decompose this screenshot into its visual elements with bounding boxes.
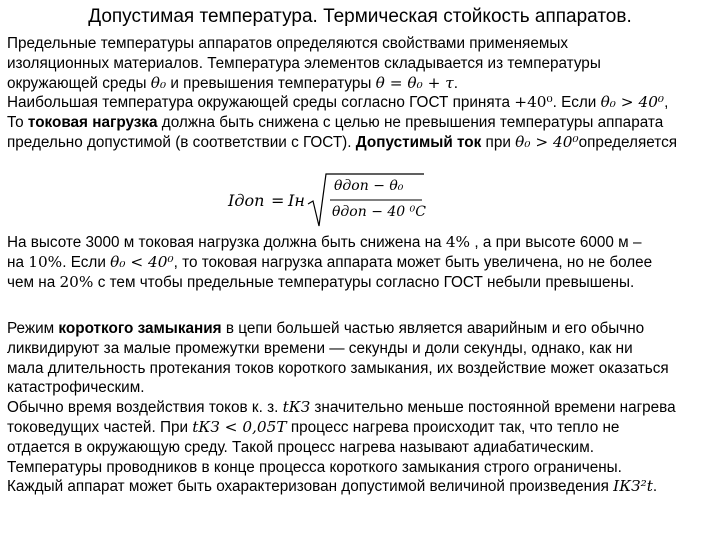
p1-line-1: Предельные температуры аппаратов определяются свойствами применяемых <box>7 35 569 52</box>
p2-line-2 <box>7 253 715 273</box>
p1-line-4 <box>7 93 715 113</box>
percent-value: 4% <box>445 233 471 251</box>
bold-term-allowed-current: Допустимый ток <box>355 133 482 151</box>
paragraph-altitude-derating <box>7 233 715 292</box>
p1-text: определяется <box>578 133 678 151</box>
bold-term-short-circuit: короткого замыкания <box>58 320 222 337</box>
short-circuit-time-symbol: tКЗ <box>282 398 311 417</box>
p3-text: значительно меньше постоянной времени нагрева <box>310 399 676 417</box>
formula-denominator: θдоп − 40 ⁰С <box>332 204 426 220</box>
p2-text: На высоте 3000 м токовая нагрузка должна быть снижена на <box>7 234 446 251</box>
p1-line-3 <box>7 74 715 94</box>
p1-text: . <box>453 74 459 92</box>
p2-text: . Если <box>62 253 111 271</box>
i2t-product: IКЗ²t <box>613 477 653 496</box>
p2-text: с тем чтобы предельные температуры согласно ГОСТ небыли превышены. <box>93 273 635 291</box>
p1-text: предельно допустимой (в соответствии с ГОСТ). <box>7 133 356 151</box>
p3-line-6 <box>7 418 715 438</box>
p2-line-1 <box>7 233 715 253</box>
p3-line-8: Температуры проводников в конце процесса короткого замыкания строго ограничены. <box>7 458 622 476</box>
p3-line-9 <box>7 477 715 497</box>
p3-text: Каждый аппарат может быть охарактеризован допустимой величиной произведения <box>7 478 614 496</box>
p1-text: То <box>7 114 28 132</box>
p2-text: , а при высоте 6000 м – <box>470 234 642 251</box>
p1-text: должна быть снижена с целью не превышения температуры аппарата <box>157 114 664 132</box>
p1-line-5 <box>7 113 715 133</box>
p3-line-7: отдается в окружающую среду. Такой процесс нагрева называют адиабатическим. <box>7 438 594 456</box>
formula-nominal-current: Iн <box>288 191 305 210</box>
p1-text: окружающей среды <box>7 74 151 92</box>
p3-text: Обычно время воздействия токов к. з. <box>7 399 283 417</box>
p2-text: , то токовая нагрузка аппарата может быть увеличена, но не более <box>173 253 653 271</box>
p3-text: токоведущих частей. При <box>7 418 193 436</box>
formula-numerator: θдоп − θ₀ <box>334 178 404 194</box>
p3-text: процесс нагрева происходит так, что тепло не <box>286 418 620 436</box>
percent-value: 10% <box>28 252 63 271</box>
bold-term-current-load: токовая нагрузка <box>27 114 158 132</box>
p2-text: на <box>7 253 29 271</box>
percent-value: 20% <box>59 272 94 291</box>
p1-text: , <box>664 94 669 112</box>
p1-text: Наибольшая температура окружающей среды согласно ГОСТ принята <box>7 94 515 112</box>
slide-title: Допустимая температура. Термическая стойкость аппаратов. <box>88 6 632 27</box>
temperature-equation: θ = θ₀ + τ <box>375 73 454 92</box>
formula-equals: = <box>271 191 285 210</box>
p1-text: . Если <box>552 94 601 112</box>
condition-expression: θ₀ > 40⁰ <box>515 132 579 151</box>
formula-lhs: Iдоп <box>228 191 265 210</box>
p3-line-3: мала длительность протекания токов короткого замыкания, их воздействие может оказаться <box>7 359 669 377</box>
ambient-temp-symbol: θ₀ <box>150 73 167 92</box>
p3-text: Режим <box>7 320 59 337</box>
p1-line-2: изоляционных материалов. Температура элементов складывается из температуры <box>7 54 601 72</box>
condition-expression: θ₀ < 40⁰ <box>110 252 174 271</box>
p3-line-1 <box>7 319 715 339</box>
gost-temp-value: +40⁰ <box>514 93 553 112</box>
p1-text: и превышения температуры <box>166 74 376 92</box>
p3-text: в цепи большей частью является аварийным и его обычно <box>221 320 645 337</box>
p3-line-5 <box>7 398 715 418</box>
p1-line-6 <box>7 133 715 153</box>
allowed-current-formula <box>228 170 488 230</box>
condition-expression: θ₀ > 40⁰ <box>600 93 665 112</box>
adiabatic-condition: tКЗ < 0,05T <box>192 417 287 436</box>
paragraph-temperature-limits <box>7 34 715 153</box>
p1-text: при <box>481 133 516 151</box>
p2-line-3 <box>7 273 715 293</box>
p3-line-2: ликвидируют за малые промежутки времени — секунды и доли секунды, однако, как ни <box>7 339 633 357</box>
p2-text: чем на <box>7 273 60 291</box>
paragraph-short-circuit <box>7 319 715 497</box>
p3-text: . <box>652 478 658 496</box>
p3-line-4: катастрофическим. <box>7 379 145 397</box>
